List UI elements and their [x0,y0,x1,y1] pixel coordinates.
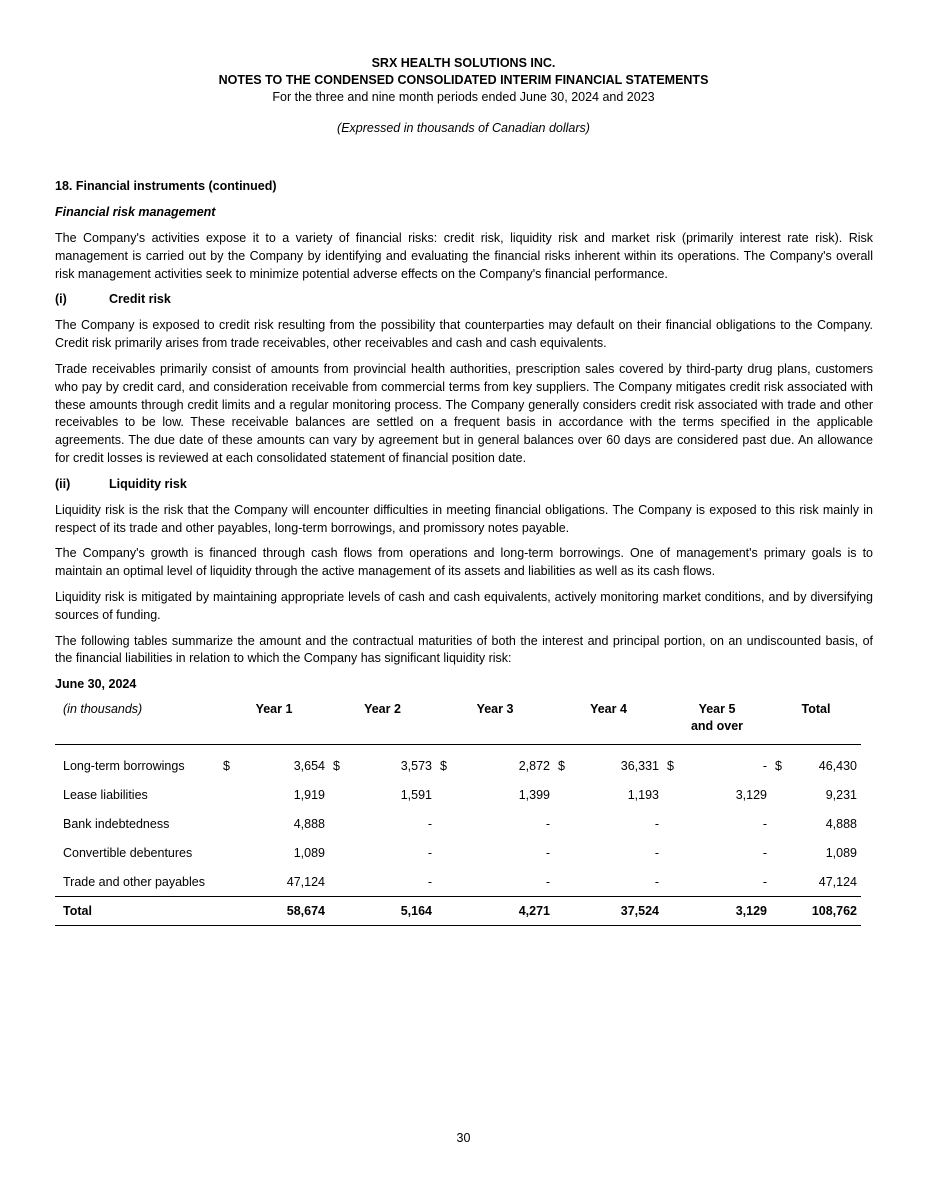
cell-value: 47,124 [286,874,325,889]
credit-risk-paragraph-2: Trade receivables primarily consist of amounts from provincial health authorities, prescription sales covered by third-party drug plans, customers who pay by credit card, and consideration receivable from commercial terms from key suppliers. The Company mitigates credit risk associated with these amounts through credit limits and a regular monitoring process. The Company generally considers credit risk associated with trade and other receivables to be low. These receivable balances are settled on a frequent basis in accordance with the terms specified in the applicable agreements. The due date of these amounts can vary by agreement but in general balances over 60 days are considered past due. An allowance for credit losses is reviewed at each consolidated statement of financial position date. [55,361,873,465]
unit-label: (in thousands) [63,702,143,717]
table-row [55,867,861,897]
cell-value: - [654,845,659,860]
liquidity-maturity-table [55,701,861,926]
cell-value: - [762,874,767,889]
cell-value: 1,089 [825,845,857,860]
cell-value: - [545,874,550,889]
cell-value: 4,888 [825,816,857,831]
cell-value: 2,872 [518,758,550,773]
cell-value: 3,573 [400,758,432,773]
credit-risk-paragraph-1: The Company is exposed to credit risk resulting from the possibility that counterparties may default on their financial obligations to the Company. Credit risk primarily arises from trade receivables, other receivables and cash and cash equivalents. [55,318,873,351]
section-title: 18. Financial instruments (continued) [55,179,277,193]
row-label: Lease liabilities [63,787,148,802]
column-header: Year 5 and over [690,702,744,734]
total-value: 3,129 [735,904,767,919]
row-label: Trade and other payables [63,874,205,889]
cell-value: - [762,845,767,860]
table-row [55,838,861,867]
document-body [55,178,873,926]
table-row [55,780,861,809]
period-subtitle: For the three and nine month periods ended June 30, 2024 and 2023 [272,90,655,104]
cell-value: - [654,816,659,831]
cell-value: 1,089 [293,845,325,860]
total-value: 5,164 [400,904,432,919]
total-value: 4,271 [518,904,550,919]
cell-value: 3,654 [293,758,325,773]
cell-value: - [545,845,550,860]
column-header: Total [801,702,831,717]
column-header: Year 3 [476,702,514,717]
total-value: 37,524 [620,904,659,919]
liquidity-risk-paragraph-3: Liquidity risk is mitigated by maintaining appropriate levels of cash and cash equivalents, actively monitoring market conditions, and by diversifying sources of funding. [55,589,873,622]
liquidity-risk-paragraph-2: The Company's growth is financed through cash flows from operations and long-term borrowings. One of management's primary goals is to maintain an optimal level of liquidity through the active management of its assets and liabilities as well as its cash flows. [55,546,873,579]
credit-risk-heading [55,291,873,308]
row-label: Long-term borrowings [63,758,185,773]
total-value: 58,674 [286,904,325,919]
cell-value: - [654,874,659,889]
total-label: Total [63,904,92,919]
cell-value: - [427,816,432,831]
row-label: Convertible debentures [63,845,193,860]
cell-value: 3,129 [735,787,767,802]
liquidity-risk-paragraph-1: Liquidity risk is the risk that the Company will encounter difficulties in meeting financial obligations. The Company is exposed to this risk mainly in respect of its trade and other payables, long-term borrowings, and promissory notes payable. [55,502,873,535]
cell-value: 47,124 [818,874,857,889]
cell-value: - [762,758,767,773]
liquidity-risk-paragraph-4: The following tables summarize the amount and the contractual maturities of both the interest and principal portion, on an undiscounted basis, of the financial liabilities in relation to which the Company has significant liquidity risk: [55,633,873,666]
currency-symbol: $ [667,758,674,773]
currency-symbol: $ [775,758,782,773]
cell-value: - [762,816,767,831]
currency-symbol: $ [558,758,565,773]
credit-risk-title: Credit risk [109,292,171,307]
liquidity-risk-title: Liquidity risk [109,476,187,491]
table-date: June 30, 2024 [55,677,137,692]
section-subtitle: Financial risk management [55,205,216,219]
column-header: Year 1 [255,702,293,717]
page-number: 30 [456,1131,471,1145]
cell-value: 1,591 [400,787,432,802]
table-header-row [55,701,861,745]
table-row [55,745,861,781]
currency-note: (Expressed in thousands of Canadian dollars) [337,121,590,135]
liquidity-risk-number: (ii) [55,476,71,491]
cell-value: 4,888 [293,816,325,831]
company-name: SRX HEALTH SOLUTIONS INC. [371,56,556,70]
total-row [55,897,861,926]
cell-value: 1,919 [293,787,325,802]
cell-value: 9,231 [825,787,857,802]
intro-paragraph: The Company's activities expose it to a variety of financial risks: credit risk, liquidity risk and market risk (primarily interest rate risk). Risk management is carried out by the Company by identifying and evaluating the financial risks inherent within its operations. The Company's overall risk management activities seek to minimize potential adverse effects on the Company's financial performance. [55,231,873,281]
notes-title: NOTES TO THE CONDENSED CONSOLIDATED INTERIM FINANCIAL STATEMENTS [218,73,709,87]
cell-value: - [427,874,432,889]
column-header: Year 4 [590,702,627,717]
row-label: Bank indebtedness [63,816,170,831]
liquidity-risk-heading [55,476,873,493]
column-header: Year 2 [364,702,401,717]
total-value: 108,762 [811,904,857,919]
table-row [55,809,861,838]
cell-value: 1,193 [627,787,659,802]
credit-risk-number: (i) [55,292,67,307]
cell-value: 1,399 [518,787,550,802]
cell-value: - [545,816,550,831]
page-header [0,55,927,137]
currency-symbol: $ [333,758,340,773]
cell-value: 36,331 [620,758,659,773]
currency-symbol: $ [223,758,230,773]
currency-symbol: $ [440,758,447,773]
cell-value: - [427,845,432,860]
cell-value: 46,430 [818,758,857,773]
